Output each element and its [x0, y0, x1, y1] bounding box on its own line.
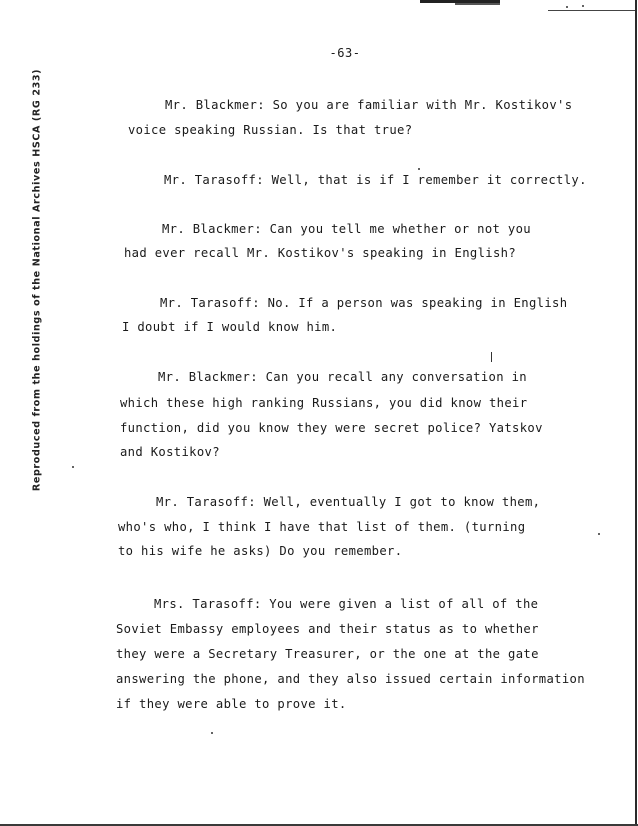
transcript-line: which these high ranking Russians, you did know their	[120, 396, 528, 410]
scan-speck	[582, 5, 584, 7]
transcript-line: Mr. Tarasoff: Well, that is if I remember it correctly.	[164, 173, 587, 187]
transcript-line: Mr. Blackmer: Can you tell me whether or not you	[162, 222, 531, 236]
scan-artifact-top-3	[548, 10, 636, 11]
scan-speck	[566, 6, 568, 8]
scan-speck	[598, 533, 600, 535]
scan-speck	[418, 168, 420, 170]
transcript-line: Mrs. Tarasoff: You were given a list of all of the	[154, 597, 539, 611]
transcript-line: answering the phone, and they also issued certain information	[116, 672, 585, 686]
stray-mark	[491, 352, 492, 362]
transcript-line: Mr. Blackmer: Can you recall any conversation in	[158, 370, 527, 384]
scan-speck	[72, 466, 74, 468]
scan-speck	[211, 732, 213, 734]
transcript-line: function, did you know they were secret police? Yatskov	[120, 421, 543, 435]
transcript-line: I doubt if I would know him.	[122, 320, 338, 334]
transcript-line: and Kostikov?	[120, 445, 220, 459]
transcript-line: Mr. Tarasoff: Well, eventually I got to know them,	[156, 495, 541, 509]
page-number: -63-	[329, 46, 361, 60]
transcript-line: Mr. Blackmer: So you are familiar with Mr. Kostikov's	[165, 98, 573, 112]
transcript-line: if they were able to prove it.	[116, 697, 347, 711]
transcript-line: had ever recall Mr. Kostikov's speaking in English?	[124, 246, 517, 260]
scan-artifact-top-2	[455, 3, 500, 5]
transcript-line: who's who, I think I have that list of them. (turning	[118, 520, 526, 534]
transcript-line: voice speaking Russian. Is that true?	[128, 123, 413, 137]
archive-stamp: Reproduced from the holdings of the National Archives HSCA (RG 233)	[31, 68, 43, 492]
scan-edge-right	[635, 0, 637, 826]
transcript-line: Mr. Tarasoff: No. If a person was speaking in English	[160, 296, 568, 310]
transcript-line: they were a Secretary Treasurer, or the one at the gate	[116, 647, 539, 661]
transcript-line: Soviet Embassy employees and their status as to whether	[116, 622, 539, 636]
transcript-line: to his wife he asks) Do you remember.	[118, 544, 403, 558]
